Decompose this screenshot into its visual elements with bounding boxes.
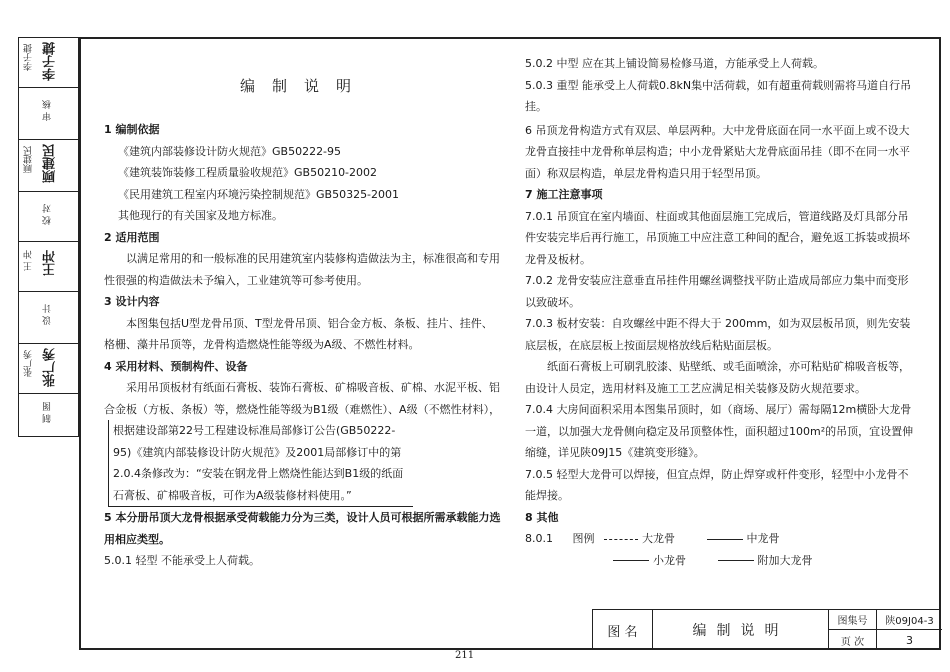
sidebar-label: 制 图 [43, 402, 53, 423]
page-label: 页 次 [829, 630, 877, 650]
sidebar-row [19, 140, 78, 192]
paragraph: 7.0.2 龙骨安装应注意垂直吊挂件用螺丝调整找平防止造成局部应力集中而变形以致破坏。 [525, 274, 909, 309]
section-heading: 7 施工注意事项 [525, 188, 603, 201]
legend-small-keel: 小龙骨 [653, 553, 686, 567]
section-heading: 4 采用材料、预制构件、设备 [104, 359, 248, 373]
legend-number: 8.0.1 [525, 532, 553, 545]
reference-standard: 《建筑装饰装修工程质量验收规范》GB50210-2002 [118, 166, 378, 179]
atlas-label: 图集号 [829, 610, 877, 630]
sidebar-label: 校 对 [43, 204, 53, 225]
paragraph: 以满足常用的和一般标准的民用建筑室内装修构造做法为主，标准很高和专用性很强的构造做法未予编入，工业建筑等可参考使用。 [104, 252, 500, 287]
sidebar-row [19, 88, 78, 140]
paragraph: 6 吊顶龙骨构造方式有双层、单层两种。大中龙骨底面在同一水平面上或不设大龙骨直接挂中龙骨称单层构造；中小龙骨紧贴大龙骨底面吊挂（即不在同一水平面）称双层构造，单层龙骨构造只用于轻型吊顶。 [525, 123, 910, 180]
sidebar-row [19, 192, 78, 242]
section-heading: 1 编制依据 [104, 123, 160, 136]
sidebar-label: 张广秀 [24, 350, 34, 377]
legend-mid-keel: 中龙骨 [746, 532, 780, 545]
reference-standard: 《民用建筑工程室内环境污染控制规范》GB50325-2001 [118, 187, 400, 201]
title-block [592, 609, 941, 650]
sidebar-row [19, 38, 78, 88]
page-number-cell: 3 [906, 633, 913, 647]
signature: 张广秀 [43, 348, 58, 387]
signature: 李子捷 [43, 42, 58, 81]
sidebar-label: 王 冲 [24, 250, 34, 271]
section-heading: 5 本分册吊顶大龙骨根据承受荷载能力分为三类，设计人员可根据所需承载能力选用相应类型。 [104, 511, 501, 546]
signature-strip [18, 37, 79, 437]
legend-added-keel: 附加大龙骨 [757, 553, 813, 567]
legend-big-keel: 大龙骨 [642, 532, 675, 545]
paragraph: 本图集包括U型龙骨吊顶、T型龙骨吊顶、铝合金方板、条板、挂片、挂件、格栅、藻井吊顶等，龙骨构造燃烧性能等级为A级、不燃性材料。 [104, 316, 493, 351]
added-keel-symbol [718, 560, 754, 561]
signature: 顾建民 [43, 144, 58, 183]
paragraph: 5.0.2 中型 应在其上铺设简易检修马道，方能承受上人荷载。 [525, 57, 824, 70]
paragraph: 7.0.4 大房间面积采用本图集吊顶时，如（商场、展厅）需每隔12m横卧大龙骨一道，以加强大龙骨侧向稳定及吊顶整体性，面积超过100m²的吊顶，宜设置伸缩缝，详见陕09J15《建筑变形缝》。 [525, 403, 914, 459]
mid-keel-symbol [707, 539, 743, 540]
page-number: 211 [455, 650, 475, 661]
section-heading: 3 设计内容 [104, 295, 160, 308]
atlas-number: 陕09J04-3 [877, 610, 942, 630]
left-column [104, 119, 502, 572]
sidebar-row [19, 344, 78, 394]
document-title: 编制说明 [240, 77, 369, 95]
sidebar-row [19, 292, 78, 344]
section-heading: 2 适用范围 [104, 230, 160, 244]
sidebar-row [19, 242, 78, 292]
signature: 王冲 [43, 250, 58, 276]
right-column [525, 53, 918, 571]
paragraph: 纸面石膏板上可刷乳胶漆、贴壁纸、或毛面喷涂，亦可粘贴矿棉吸音板等，由设计人员定，选用材料及施工工艺应满足相关装修及防火规范要求。 [525, 360, 910, 395]
paragraph: 7.0.5 轻型大龙骨可以焊接，但宜点焊，防止焊穿或杆件变形，轻型中小龙骨不能焊接。 [525, 467, 909, 502]
sidebar-row [19, 394, 78, 436]
reference-standard: 其他现行的有关国家及地方标准。 [118, 209, 283, 222]
reference-standard: 《建筑内部装修设计防火规范》GB50222-95 [118, 144, 342, 158]
legend-label: 图例 [572, 532, 595, 545]
paragraph: 7.0.3 板材安装：自攻螺丝中距不得大于 200mm，如为双层板吊顶，则先安装底层板，在底层板上按面层规格放线后粘贴面层板。 [525, 317, 911, 352]
revision-note: 根据建设部第22号工程建设标准局部修订公告(GB50222-95)《建筑内部装修设计防火规范》及2001局部修订中的第2.0.4条修改为：“安装在钢龙骨上燃烧性能达到B1级的纸面石膏板、矿棉吸音板，可作为A级装修材料使用。” [108, 420, 413, 507]
title-block-name-label: 图 名 [593, 610, 653, 650]
section-heading: 8 其他 [525, 510, 559, 524]
legend [525, 550, 918, 572]
small-keel-symbol [613, 560, 649, 561]
sidebar-label: 审 核 [43, 100, 53, 121]
sidebar-label: 李子捷 [24, 44, 34, 71]
paragraph: 7.0.1 吊顶宜在室内墙面、柱面或其他面层施工完成后，管道线路及灯具部分吊件安装完毕后再行施工，吊顶施工中应注意工种间的配合，避免返工拆装或损坏龙骨及板材。 [525, 209, 910, 266]
sidebar-label: 顾建民 [24, 146, 34, 173]
sidebar-label: 设 计 [43, 304, 53, 325]
big-keel-symbol [604, 539, 638, 540]
paragraph: 5.0.3 重型 能承受上人荷载0.8kN集中活荷载，如有超重荷载则需将马道自行吊挂。 [525, 78, 912, 113]
title-block-name: 编制说明 [653, 610, 829, 650]
legend [525, 528, 918, 550]
paragraph: 采用吊顶板材有纸面石膏板、装饰石膏板、矿棉吸音板、矿棉、水泥平板、铝合金板（方板、条板）等，燃烧性能等级为B1级（难燃性）、A级（不燃性材料）， [104, 381, 501, 416]
paragraph: 5.0.1 轻型 不能承受上人荷载。 [104, 554, 260, 567]
